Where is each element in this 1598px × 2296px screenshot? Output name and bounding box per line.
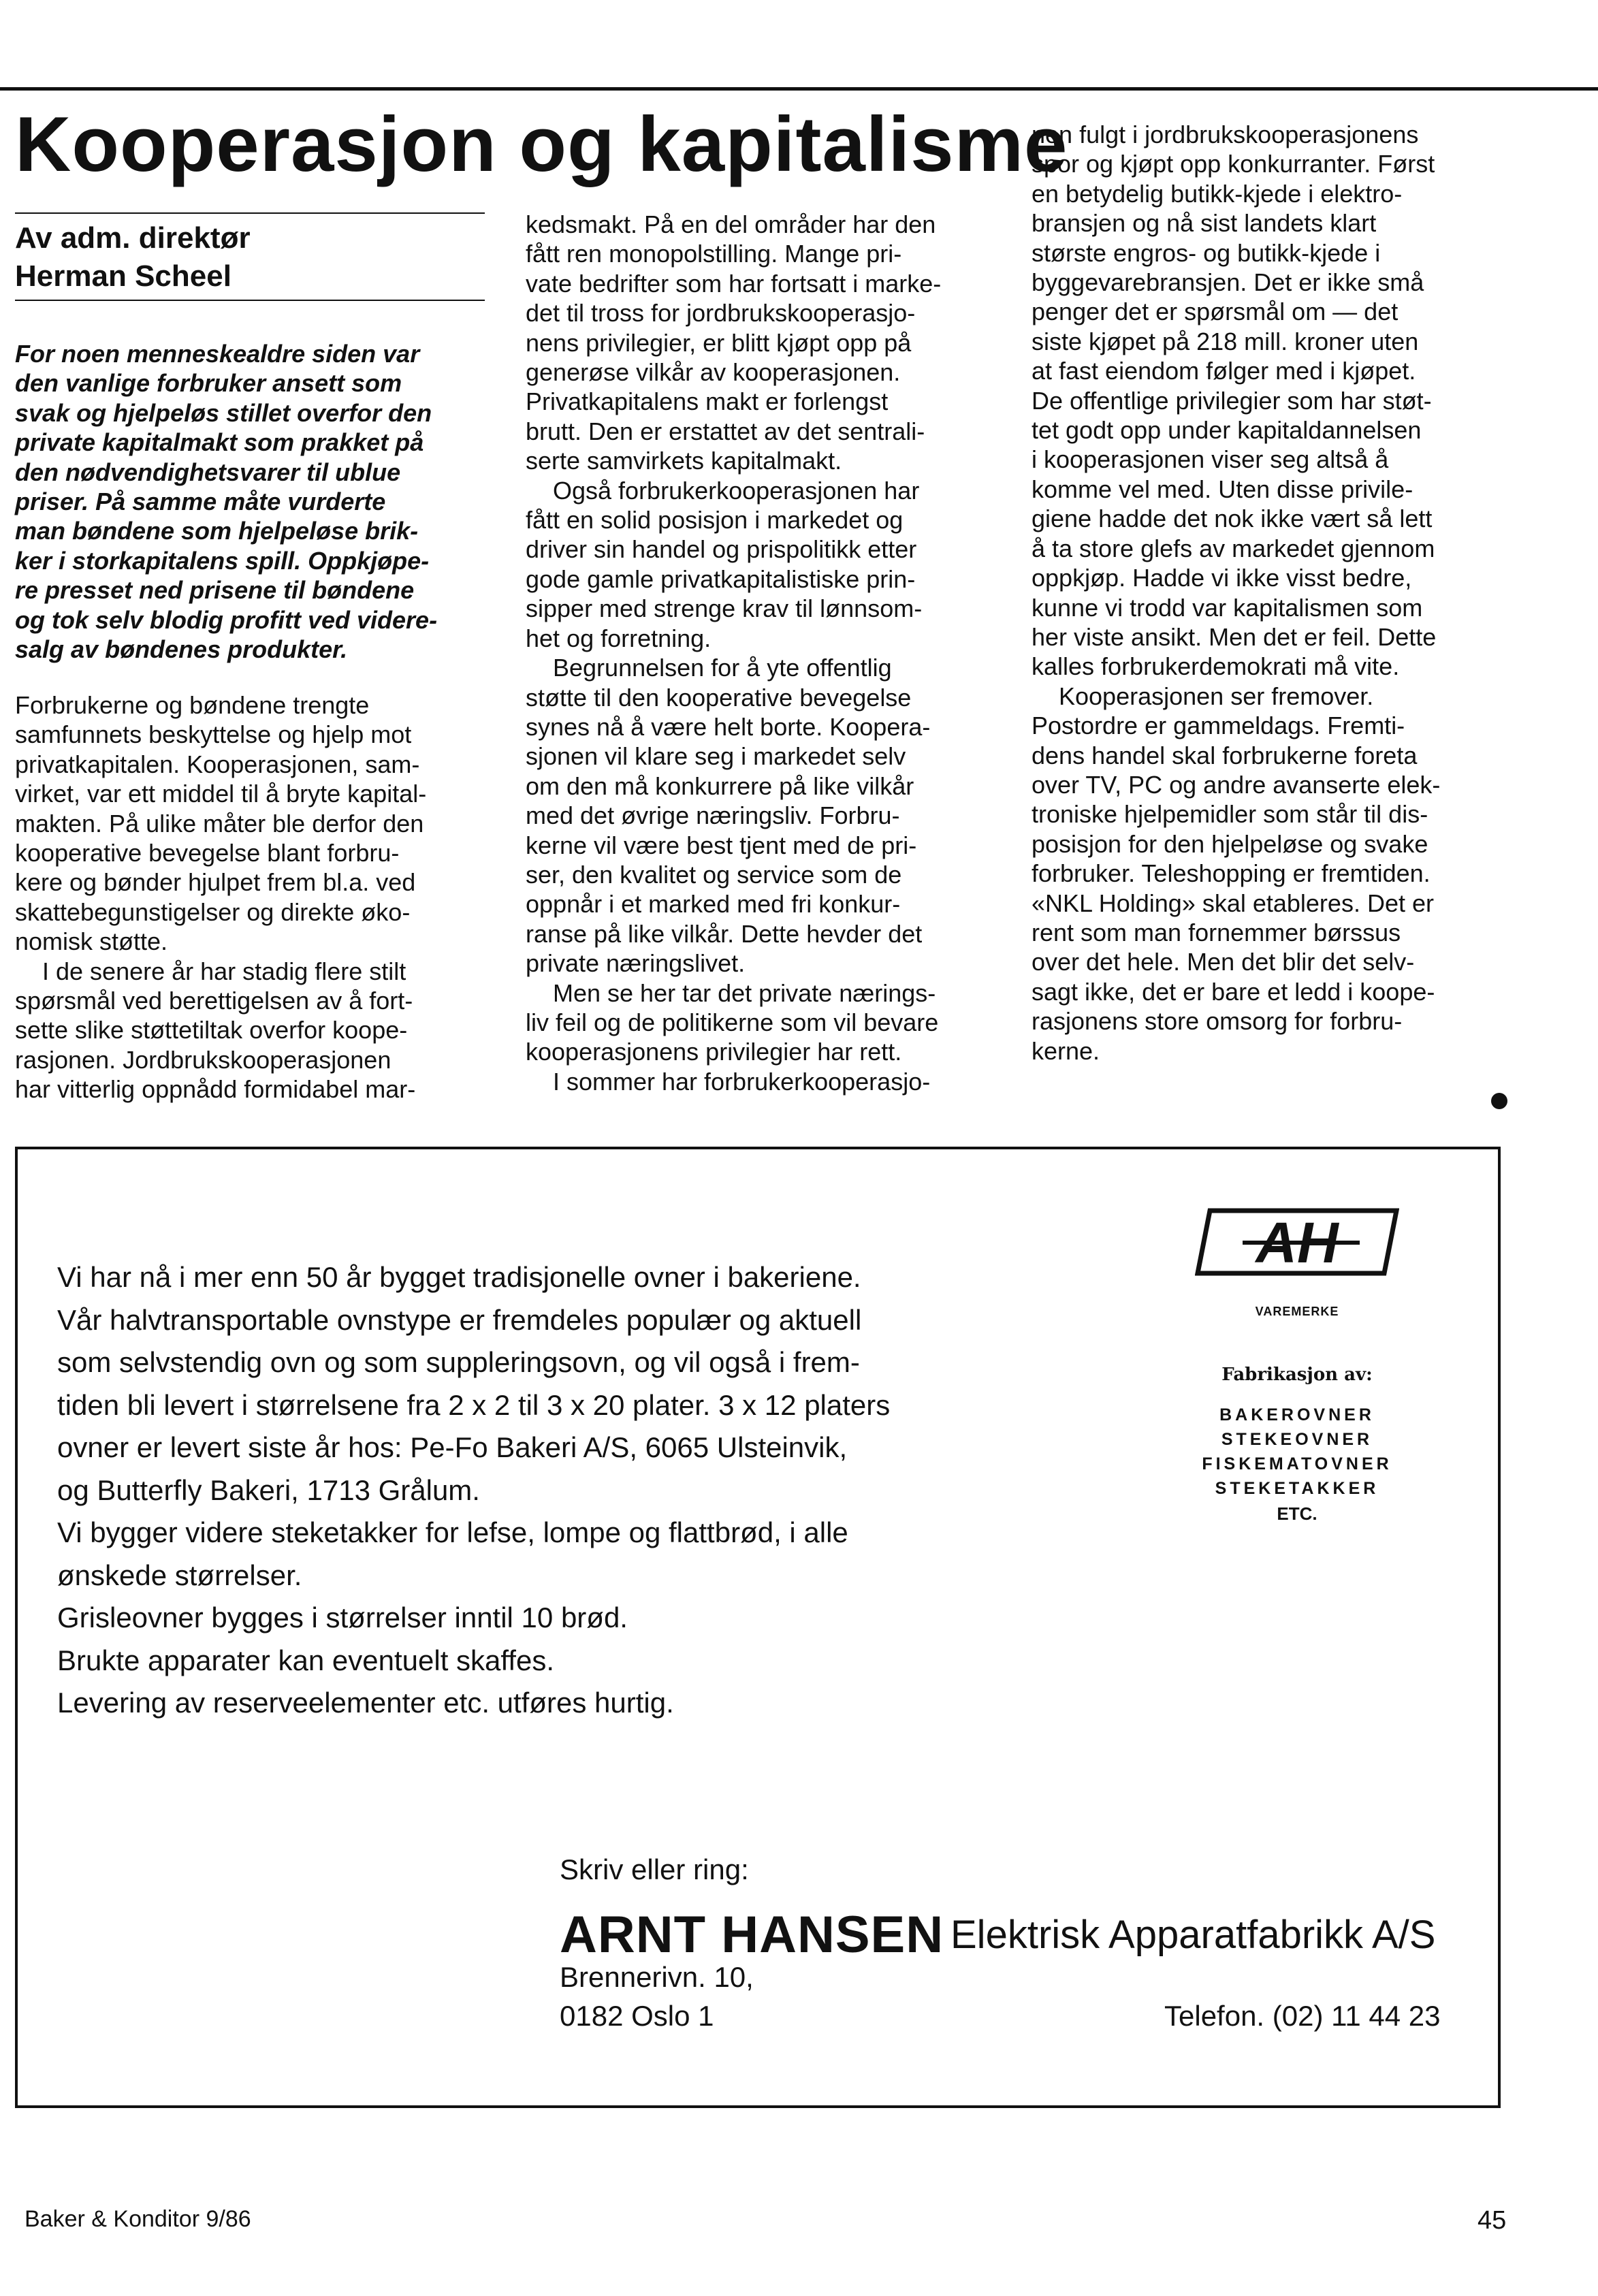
body-line: fått ren monopolstilling. Mange pri- (526, 240, 902, 268)
page-number: 45 (1477, 2206, 1507, 2235)
body-line: kere og bønder hjulpet frem bl.a. ved (15, 868, 416, 897)
body-line: om den må konkurrere på like vilkår (526, 771, 914, 800)
body-line: siste kjøpet på 218 mill. kroner uten (1032, 327, 1419, 355)
article-lead (15, 339, 492, 664)
body-line: kedsmakt. På en del områder har den (526, 210, 936, 238)
body-line: har vitterlig oppnådd formidabel mar- (15, 1075, 416, 1104)
body-line: kooperasjonens privilegier har rett. (526, 1038, 902, 1066)
address-city: 0182 Oslo 1 (560, 2000, 714, 2032)
article-column-1 (15, 690, 492, 1104)
contact-intro: Skriv eller ring: (560, 1853, 749, 1885)
body-line: brutt. Den er erstattet av det sentrali- (526, 417, 925, 445)
body-line: ser, den kvalitet og service som de (526, 860, 902, 889)
body-line: sipper med strenge krav til lønnsom- (526, 594, 923, 623)
body-line: driver sin handel og prispolitikk etter (526, 535, 917, 564)
body-line: forbruker. Teleshopping er fremtiden. (1032, 859, 1431, 888)
lead-line: ker i storkapitalens spill. Oppkjøpe- (15, 546, 430, 575)
body-line: kerne. (1032, 1036, 1100, 1065)
body-line: gode gamle privatkapitalistiske prin- (526, 564, 916, 593)
address-street: Brennerivn. 10, (560, 1961, 754, 1993)
body-line: største engros- og butikk-kjede i (1032, 238, 1381, 267)
body-line: virket, var ett middel til å bryte kapital- (15, 780, 427, 808)
ad-line: Vi har nå i mer enn 50 år bygget tradisjonelle ovner i bakeriene. (57, 1261, 861, 1293)
body-line: Postordre er gammeldags. Fremti- (1032, 712, 1405, 740)
lead-line: svak og hjelpeløs stillet overfor den (15, 398, 432, 427)
body-line: generøse vilkår av kooperasjonen. (526, 358, 901, 387)
fabrication-item: STEKEOVNER (1221, 1430, 1373, 1449)
body-line: samfunnets beskyttelse og hjelp mot (15, 720, 412, 749)
body-line: ranse på like vilkår. Dette hevder det (526, 919, 923, 948)
body-line: dens handel skal forbrukerne foreta (1032, 741, 1418, 769)
company-suffix: Elektrisk Apparatfabrikk A/S (950, 1913, 1436, 1957)
byline-rule-top (15, 212, 485, 214)
body-line: å ta store glefs av markedet gjennom (1032, 534, 1435, 562)
fabrication-label: Fabrikasjon av: (1221, 1365, 1373, 1385)
body-line: her viste ansikt. Men det er feil. Dette (1032, 622, 1437, 651)
body-line: fått en solid posisjon i markedet og (526, 506, 904, 535)
body-line: rasjonens store omsorg for forbru- (1032, 1007, 1403, 1036)
body-line: nomisk støtte. (15, 927, 168, 956)
body-line: kooperative bevegelse blant forbru- (15, 839, 400, 867)
ad-line: og Butterfly Bakeri, 1713 Grålum. (57, 1473, 480, 1506)
lead-line: re presset ned prisene til bøndene (15, 576, 415, 605)
fabrication-list (1157, 1403, 1437, 1501)
body-line: privatkapitalen. Kooperasjonen, sam- (15, 750, 420, 778)
body-line: sette slike støttetiltak overfor koope- (15, 1016, 408, 1045)
lead-line: private kapitalmakt som prakket på (15, 428, 424, 457)
fabrication-etc: ETC. (1277, 1503, 1317, 1524)
publication-footer: Baker & Konditor 9/86 (25, 2206, 251, 2232)
fabrication-item: STEKETAKKER (1215, 1479, 1379, 1498)
body-line: Men se her tar det private nærings- (553, 978, 936, 1007)
fabrication-item: BAKEROVNER (1219, 1405, 1375, 1424)
byline-rule-bottom (15, 300, 485, 301)
body-line: skattebegunstigelser og direkte øko- (15, 897, 411, 926)
ad-line: som selvstendig ovn og som suppleringsovn, og vil også i frem- (57, 1346, 860, 1378)
body-line: makten. På ulike måter ble derfor den (15, 809, 424, 838)
body-line: I de senere år har stadig flere stilt (42, 957, 406, 985)
byline (15, 219, 251, 296)
body-line: Forbrukerne og bøndene trengte (15, 691, 370, 719)
body-line: komme vel med. Uten disse privile- (1032, 475, 1413, 503)
body-line: liv feil og de politikerne som vil bevare (526, 1008, 939, 1036)
end-mark-icon (1491, 1093, 1507, 1109)
body-line: rent som man fornemmer børssus (1032, 918, 1401, 946)
body-line: sjonen vil klare seg i markedet selv (526, 742, 906, 771)
body-line: det til tross for jordbrukskooperasjo- (526, 299, 916, 328)
ad-line: tiden bli levert i størrelsene fra 2 x 2 til 3 x 20 plater. 3 x 12 platers (57, 1388, 891, 1421)
logo-text: AH (1256, 1211, 1339, 1275)
ad-line: ønskede størrelser. (57, 1559, 302, 1591)
body-line: oppnår i et marked med fri konkur- (526, 890, 901, 919)
body-line: kunne vi trodd var kapitalismen som (1032, 593, 1423, 622)
body-line: sagt ikke, det er bare et ledd i koope- (1032, 977, 1435, 1006)
phone-number: Telefon. (02) 11 44 23 (1164, 2000, 1441, 2032)
lead-line: man bøndene som hjelpeløse brik- (15, 517, 419, 545)
body-line: troniske hjelpemidler som står til dis- (1032, 800, 1428, 829)
body-line: Privatkapitalens makt er forlengst (526, 387, 889, 416)
article-column-3 (1032, 120, 1508, 1066)
article-column-2 (526, 210, 1002, 1096)
body-line: rasjonen. Jordbrukskooperasjonen (15, 1045, 391, 1074)
body-line: i kooperasjonen viser seg altså å (1032, 445, 1389, 474)
body-line: oppkjøp. Hadde vi ikke visst bedre, (1032, 564, 1412, 592)
body-line: en betydelig butikk-kjede i elektro- (1032, 179, 1403, 208)
body-line: støtte til den kooperative bevegelse (526, 683, 912, 712)
byline-author: Herman Scheel (15, 259, 231, 293)
lead-line: og tok selv blodig profitt ved videre- (15, 605, 438, 634)
trademark-label: VAREMERKE (1255, 1305, 1339, 1318)
body-line: «NKL Holding» skal etableres. Det er (1032, 889, 1434, 917)
body-line: med det øvrige næringsliv. Forbru- (526, 801, 900, 830)
ah-trademark-logo (1195, 1205, 1399, 1279)
top-rule (0, 87, 1598, 91)
ad-line: Vi bygger videre steketakker for lefse, lompe og flattbrød, i alle (57, 1516, 848, 1548)
body-line: over TV, PC og andre avanserte elek- (1032, 770, 1441, 799)
body-line: posisjon for den hjelpeløse og svake (1032, 829, 1428, 858)
ad-line: Grisleovner bygges i størrelser inntil 10 brød. (57, 1601, 628, 1633)
body-line: het og forretning. (526, 624, 712, 652)
body-line: Kooperasjonen ser fremover. (1059, 682, 1374, 710)
ad-line: Vår halvtransportable ovnstype er fremdeles populær og aktuell (57, 1303, 862, 1336)
body-line: nen fulgt i jordbrukskooperasjonens (1032, 121, 1419, 148)
lead-line: den nødvendighetsvarer til ublue (15, 458, 401, 486)
company-name: ARNT HANSEN (560, 1906, 944, 1964)
body-line: synes nå å være helt borte. Koopera- (526, 712, 931, 741)
ad-line: Levering av reserveelementer etc. utføres hurtig. (57, 1687, 674, 1719)
lead-line: den vanlige forbruker ansett som (15, 369, 402, 398)
body-line: vate bedrifter som har fortsatt i marke- (526, 269, 942, 298)
body-line: kalles forbrukerdemokrati må vite. (1032, 652, 1400, 681)
body-line: nens privilegier, er blitt kjøpt opp på (526, 328, 912, 357)
body-line: spørsmål ved berettigelsen av å fort- (15, 987, 413, 1015)
body-line: byggevarebransjen. Det er ikke små (1032, 268, 1424, 297)
lead-line: salg av bøndenes produkter. (15, 635, 348, 664)
body-line: giene hadde det nok ikke vært så lett (1032, 505, 1433, 533)
body-line: spor og kjøpt opp konkurranter. Først (1032, 150, 1435, 178)
body-line: De offentlige privilegier som har støt- (1032, 386, 1432, 415)
body-line: serte samvirkets kapitalmakt. (526, 447, 842, 475)
body-line: at fast eiendom følger med i kjøpet. (1032, 357, 1416, 385)
body-line: private næringslivet. (526, 949, 746, 978)
article-title: Kooperasjon og kapitalisme (15, 101, 1068, 188)
lead-line: priser. På samme måte vurderte (15, 488, 386, 516)
byline-title: Av adm. direktør (15, 221, 251, 255)
body-line: Også forbrukerkooperasjonen har (553, 476, 920, 505)
fabrication-item: FISKEMATOVNER (1202, 1454, 1392, 1473)
body-line: Begrunnelsen for å yte offentlig (553, 654, 892, 682)
body-line: I sommer har forbrukerkooperasjo- (553, 1067, 931, 1096)
body-line: penger det er spørsmål om — det (1032, 298, 1399, 326)
ad-line: ovner er levert siste år hos: Pe-Fo Bakeri A/S, 6065 Ulsteinvik, (57, 1431, 848, 1463)
body-line: over det hele. Men det blir det selv- (1032, 948, 1415, 976)
ad-body (57, 1256, 990, 1725)
body-line: kerne vil være best tjent med de pri- (526, 831, 917, 859)
body-line: bransjen og nå sist landets klart (1032, 209, 1377, 238)
body-line: tet godt opp under kapitaldannelsen (1032, 416, 1422, 445)
lead-line: For noen menneskealdre siden var (15, 340, 420, 368)
ad-line: Brukte apparater kan eventuelt skaffes. (57, 1644, 554, 1676)
